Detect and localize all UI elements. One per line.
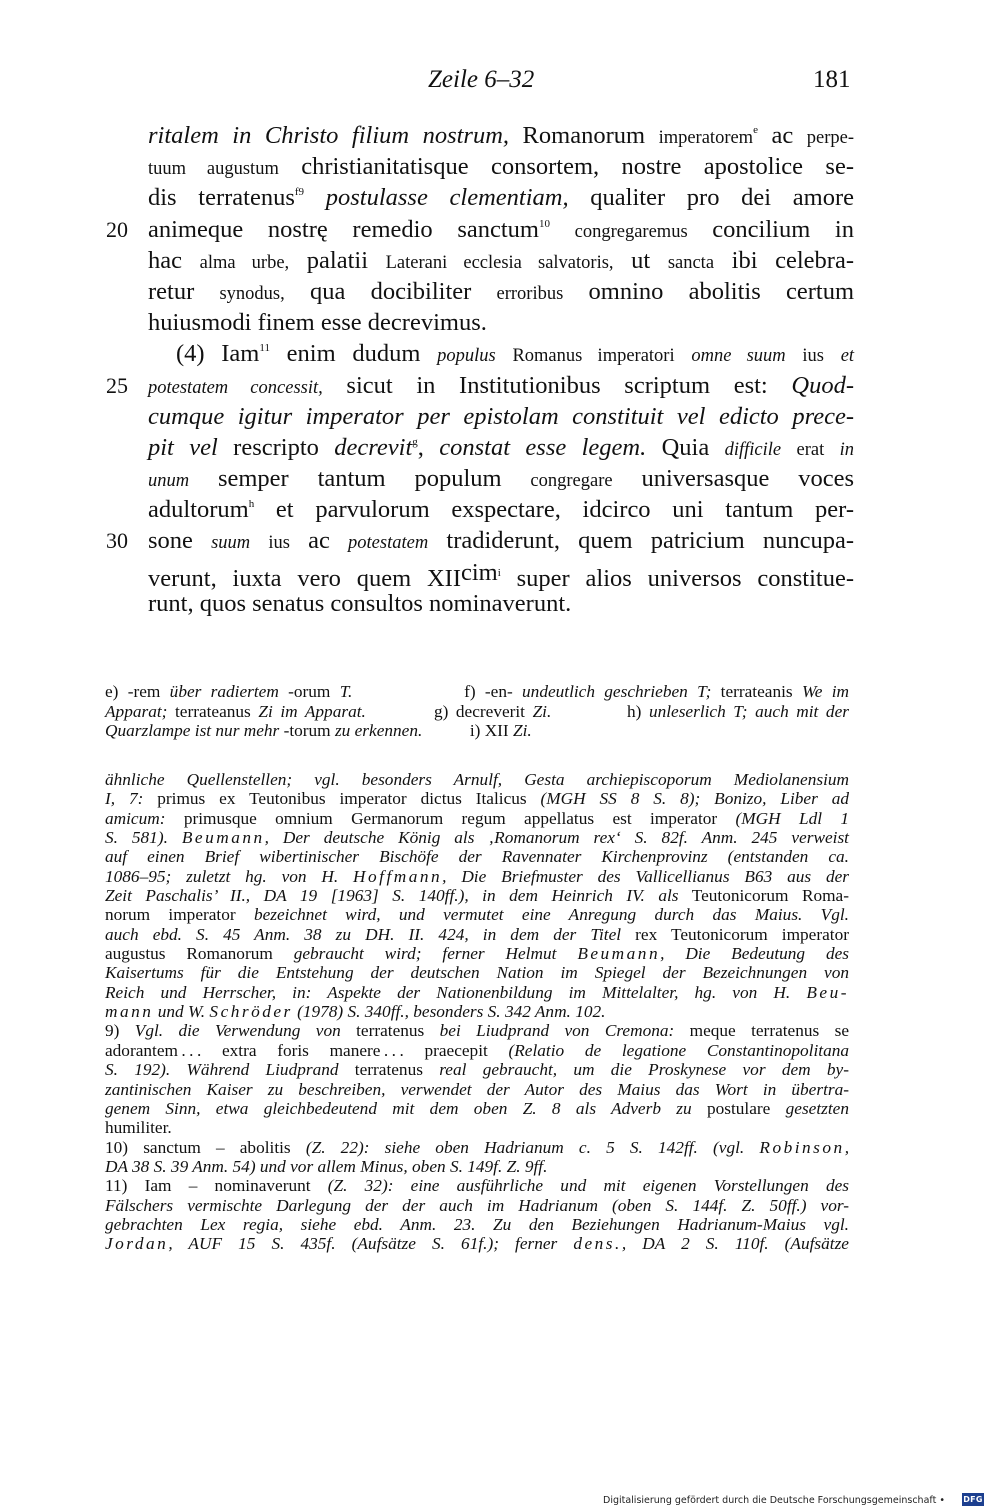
footnote-line: amicum: primusque omnium Germanorum regum appellatus est imperator (MGH Ldl 1 xyxy=(105,808,849,828)
line-number: 30 xyxy=(106,528,128,554)
footnote-line: Kaisertums für die Entstehung der deutschen Nation im Spiegel der Bezeichnungen von xyxy=(105,963,849,983)
footnote-line: norum imperator bezeichnet wird, und vermutet eine Anregung durch das Maius. Vgl. xyxy=(105,905,849,925)
apparatus-line: Apparat; terrateanus Zi im Apparat. g) decreverit Zi. h) unleserlich T; auch mit der xyxy=(105,701,849,721)
footnote-line: augustus Romanorum gebraucht wird; ferner Helmut Beumann, Die Bedeutung des xyxy=(105,944,850,964)
text-line: ritalem in Christo filium nostrum, Romanorum imperatorem$^e$ ac perpe- xyxy=(148,122,854,149)
text-line: potestatem concessit, sicut in Institutionibus scriptum est: Quod- 25 xyxy=(148,370,854,401)
text-line: retur synodus, qua docibiliter erroribus omnino abolitis certum xyxy=(148,277,855,305)
footnote-line: S. 581). Beumann, Der deutsche König als ‚Romanorum rex‘ S. 82f. Anm. 245 verweist xyxy=(105,828,849,848)
footnote-line: zantinischen Kaiser zu beschreiben, verwendet der Autor des Maius das Wort in übertra- xyxy=(105,1079,849,1099)
footnote-line: Jordan, AUF 15 S. 435f. (Aufsätze S. 61f.); ferner dens., DA 2 S. 110f. (Aufsätze xyxy=(105,1234,849,1254)
footnote-line: Fälschers vermischte Darlegung der der auch im Hadrianum (oben S. 144f. Z. 50ff.) vor- xyxy=(105,1195,849,1215)
footnote-line: 9) Vgl. die Verwendung von terratenus bei Liudprand von Cremona: meque terratenus se xyxy=(105,1021,849,1041)
footnote-line: Zeit Paschalis’ II., DA 19 [1963] S. 140ff.), in dem Heinrich IV. als Teutonicorum Roma- xyxy=(105,886,849,906)
main-text xyxy=(106,120,855,619)
footnote-line: adorantem . . . extra foris manere . . . praecepit (Relatio de legatione Constantinopolitana xyxy=(105,1040,849,1060)
digitization-credit: Digitalisierung gefördert durch die Deutsche Forschungsgemeinschaft • xyxy=(603,1495,945,1506)
footnote-line: 11) Iam – nominaverunt (Z. 32): eine ausführliche und mit eigenen Vorstellungen des xyxy=(105,1176,849,1196)
apparatus-line: e) -rem über radiertem -orum T. f) -en- undeutlich geschrieben T; terrateanis We im xyxy=(105,682,850,701)
text-line: animeque nostrę remedio sanctum$^{10}$ congregaremus concilium in 20 xyxy=(148,214,854,245)
footnote-line: humiliter. xyxy=(105,1118,172,1138)
page-number: 181 xyxy=(813,66,851,93)
text-line: huiusmodi finem esse decrevimus. xyxy=(148,309,487,337)
footnote-line: auch ebd. S. 45 Anm. 38 zu DH. II. 424, in dem der Titel rex Teutonicorum imperator xyxy=(105,924,849,944)
apparatus-line: Quarzlampe ist nur mehr -torum zu erkennen. i) XII Zi. xyxy=(105,721,532,740)
footnote-line: 10) sanctum – abolitis (Z. 22): siehe oben Hadrianum c. 5 S. 142ff. (vgl. Robinson, xyxy=(105,1137,850,1157)
text-line: hac alma urbe, palatii Laterani ecclesia salvatoris, ut sancta ibi celebra- xyxy=(148,246,854,274)
text-line: sone suum ius ac potestatem tradiderunt, quem patricium nuncupa- 30 xyxy=(148,525,854,556)
footnote-line: S. 192). Während Liudprand terratenus real gebraucht, um die Proskynese vor dem by- xyxy=(105,1060,849,1080)
text-line: pit vel rescripto decrevit$^g$, constat esse legem. Quia difficile erat in xyxy=(148,433,854,461)
footnote-line: ähnliche Quellenstellen; vgl. besonders Arnulf, Gesta archiepiscoporum Mediolanensium xyxy=(105,770,849,789)
footnote-line: gebrachten Lex regia, siehe ebd. Anm. 23. Zu den Beziehungen Hadrianum-Maius vgl. xyxy=(105,1214,849,1234)
text-line: runt, quos senatus consultos nominaverunt. xyxy=(148,589,572,617)
footnote-line: auf einen Brief wibertinischer Bischöfe der Ravennater Kirchenprovinz (entstanden ca. xyxy=(105,847,849,867)
text-line: verunt, iuxta vero quem XIIcim$^i$ super alios universos constitue- xyxy=(148,558,854,592)
footnotes xyxy=(105,770,849,1254)
footnote-line: 1086–95; zuletzt hg. von H. Hoffmann, Die Briefmuster des Vallicellianus B63 aus der xyxy=(105,866,849,886)
dfg-logo: DFG xyxy=(963,1495,983,1504)
line-number: 20 xyxy=(106,216,128,242)
critical-apparatus xyxy=(105,682,849,741)
text-line: tuum augustum christianitatisque consortem, nostre apostolice se- xyxy=(148,153,854,181)
text-line: unum semper tantum populum congregare universasque voces xyxy=(148,465,854,493)
line-number: 25 xyxy=(106,372,128,398)
footnote-line: mann und W. Schröder (1978) S. 340ff., besonders S. 342 Anm. 102. xyxy=(105,1002,606,1022)
text-line: (4) Iam$^{11}$ enim dudum populus Romanus imperatori omne suum ius et xyxy=(176,340,855,368)
footnote-line: genem Sinn, etwa gleichbedeutend mit dem oben Z. 8 als Adverb zu postulare gesetzten xyxy=(105,1098,849,1118)
running-head xyxy=(0,66,1000,100)
text-line: cumque igitur imperator per epistolam constituit vel edicto prece- xyxy=(148,402,854,430)
text-line: dis terratenus$^{f9}$ postulasse clementiam, qualiter pro dei amore xyxy=(148,184,854,212)
footnote-line: DA 38 S. 39 Anm. 54) und vor allem Minus, oben S. 149f. Z. 9ff. xyxy=(105,1156,548,1176)
text-line: adultorum$^h$ et parvulorum exspectare, idcirco uni tantum per- xyxy=(148,496,854,524)
footnote-line: Reich und Herrscher, in: Aspekte der Nationenbildung im Mittelalter, hg. von H. Beu- xyxy=(105,982,849,1002)
running-title: Zeile 6–32 xyxy=(428,66,535,93)
footnote-line: I, 7: primus ex Teutonibus imperator dictus Italicus (MGH SS 8 S. 8); Bonizo, Liber ad xyxy=(105,789,849,809)
